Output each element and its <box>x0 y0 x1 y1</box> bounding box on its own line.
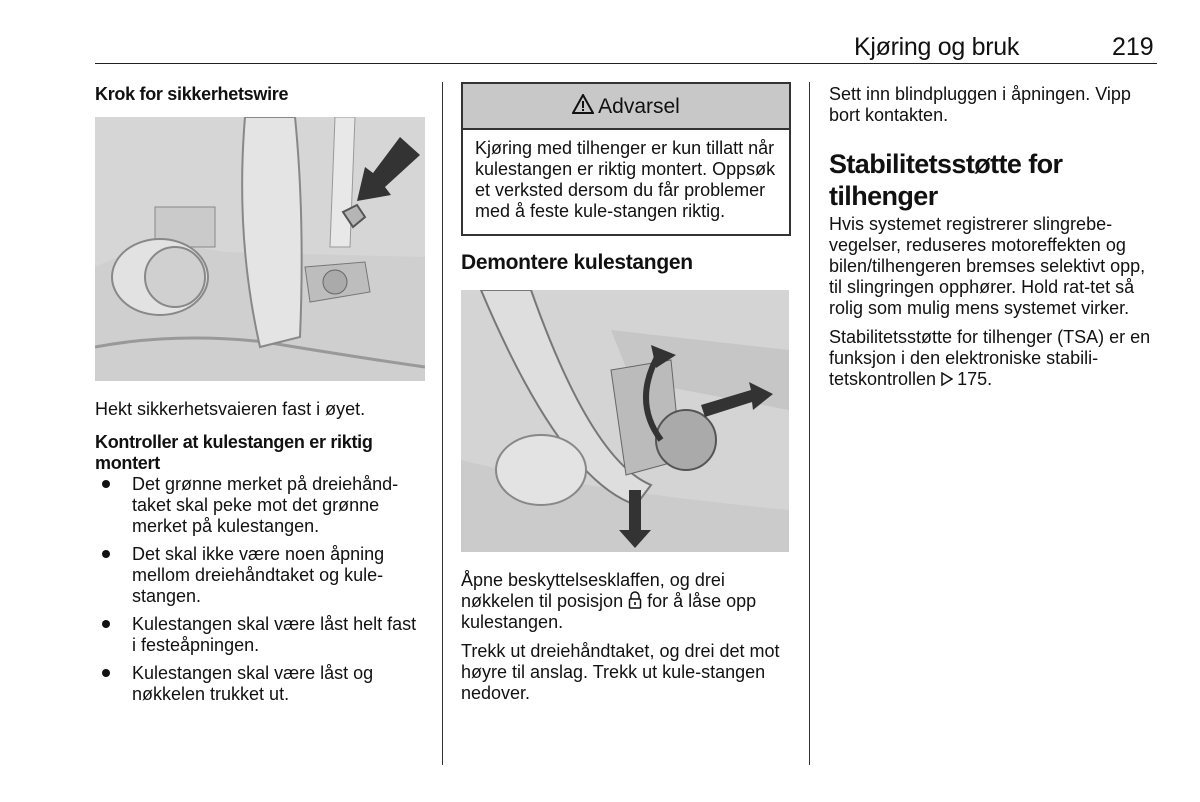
check-list <box>95 474 425 705</box>
list-item: Det skal ikke være noen åpning mellom dreiehåndtaket og kule-stangen. <box>95 544 425 607</box>
paragraph-pull-out: Trekk ut dreiehåndtaket, og drei det mot høyre til anslag. Trekk ut kule-stangen nedover. <box>461 641 780 703</box>
header-rule <box>95 63 1157 64</box>
list-item: Det grønne merket på dreiehånd-taket skal peke mot det grønne merket på kulestangen. <box>95 474 425 537</box>
warning-triangle-icon <box>572 94 594 118</box>
lock-icon <box>628 591 642 611</box>
paragraph-hook-instruction: Hekt sikkerhetsvaieren fast i øyet. <box>95 399 366 419</box>
section-heading-trailer-stability: Stabilitetsstøtte for tilhenger <box>829 149 1063 211</box>
list-item: Kulestangen skal være låst og nøkkelen trukket ut. <box>95 663 425 705</box>
list-item: Kulestangen skal være låst helt fast i festeåpningen. <box>95 614 425 656</box>
section-heading-check-mounting: Kontroller at kulestangen er riktig montert <box>95 432 373 473</box>
warning-text: Kjøring med tilhenger er kun tillatt når kulestangen er riktig montert. Oppsøk et verksted dersom du får problemer med å feste kule-stangen riktig. <box>475 138 776 221</box>
paragraph-blind-plug: Sett inn blindpluggen i åpningen. Vipp bort kontakten. <box>829 84 1131 125</box>
warning-header <box>463 84 789 130</box>
section-heading-safety-hook: Krok for sikkerhetswire <box>95 84 289 104</box>
paragraph-tsa-description: Hvis systemet registrerer slingrebe-vegelser, reduseres motoreffekten og bilen/tilhengeren bremses selektivt opp, til slingringen opphører. Hold rat-tet så rolig som mulig mens systemet virker. <box>829 214 1146 318</box>
page-reference[interactable]: 175. <box>957 369 993 389</box>
warning-title: Advarsel <box>598 94 680 118</box>
page-number: 219 <box>1112 33 1154 61</box>
bullet-icon <box>102 550 110 558</box>
arrow-reference-icon <box>941 369 957 389</box>
paragraph-unlock: Åpne beskyttelsesklaffen, og drei nøkkelen til posisjon for å låse opp kulestangen. <box>461 570 757 632</box>
running-header: Kjøring og bruk <box>854 33 1020 61</box>
column-1 <box>95 84 425 712</box>
figure-remove-towbar <box>461 290 789 552</box>
figure-safety-eyelet <box>95 117 425 381</box>
warning-box <box>461 82 791 236</box>
bullet-icon <box>102 480 110 488</box>
column-divider-2 <box>809 82 810 765</box>
column-3 <box>829 84 1159 390</box>
column-2 <box>461 82 791 704</box>
section-heading-remove-towbar: Demontere kulestangen <box>461 251 693 274</box>
paragraph-tsa-reference: Stabilitetsstøtte for tilhenger (TSA) er en funksjon i den elektroniske stabili-tetskontrollen 175. <box>829 327 1151 389</box>
bullet-icon <box>102 620 110 628</box>
column-divider-1 <box>442 82 443 765</box>
bullet-icon <box>102 669 110 677</box>
